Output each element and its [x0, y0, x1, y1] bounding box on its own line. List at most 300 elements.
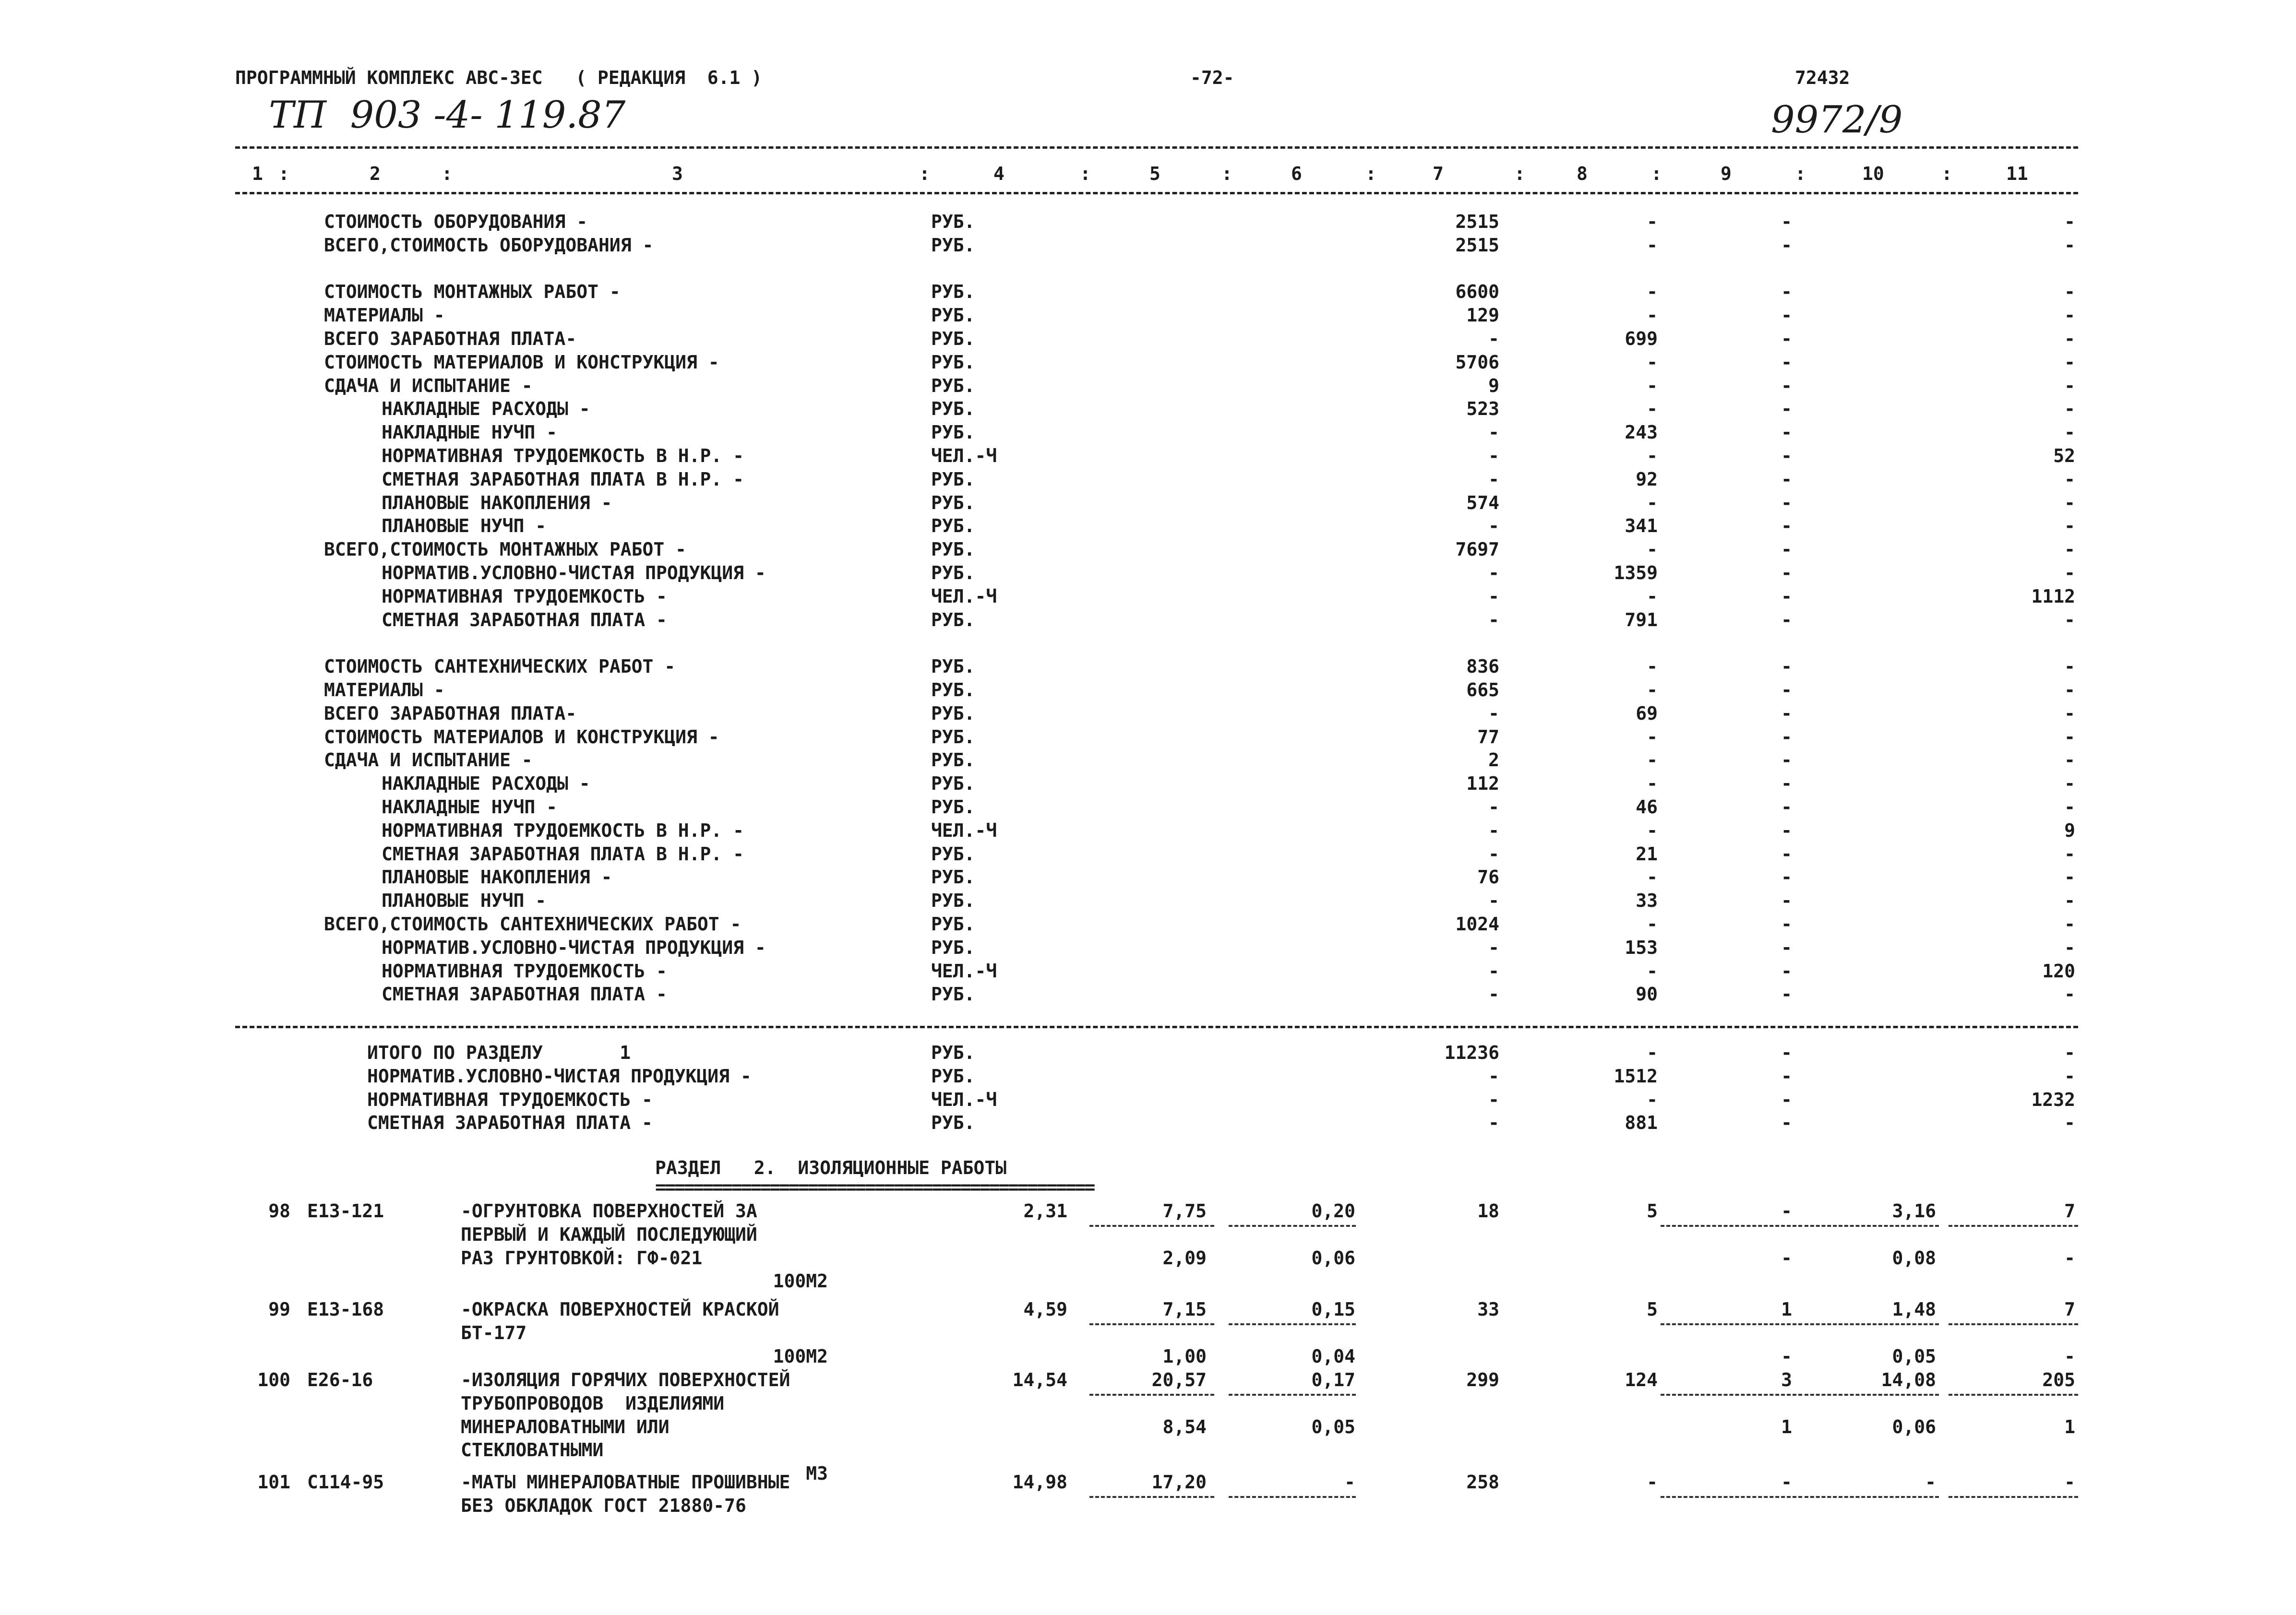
cell-c11: - — [2064, 328, 2075, 349]
row-label: СТОИМОСТЬ ОБОРУДОВАНИЯ - — [324, 211, 588, 232]
cell-c9: - — [1781, 305, 1792, 326]
col-header-5: 5 — [1149, 163, 1160, 184]
cell-c11: 1232 — [2031, 1089, 2075, 1110]
cell-c7: - — [1488, 937, 1499, 958]
cell-c8: - — [1647, 211, 1658, 232]
row-label: НОРМАТИВ.УСЛОВНО-ЧИСТАЯ ПРОДУКЦИЯ - — [382, 937, 766, 958]
cell-sub-c10: 0,08 — [1892, 1247, 1936, 1269]
cell-separator — [1089, 1394, 1214, 1396]
section-title: РАЗДЕЛ 2. ИЗОЛЯЦИОННЫЕ РАБОТЫ — [655, 1157, 1007, 1178]
cell-c8: - — [1647, 305, 1658, 326]
row-unit: РУБ. — [931, 679, 975, 701]
item-row — [0, 1471, 2296, 1586]
cell-c7: 1024 — [1455, 914, 1499, 935]
summary-row — [0, 748, 2296, 772]
cell-c8: 33 — [1636, 890, 1658, 912]
cell-c10: 3,16 — [1892, 1200, 1936, 1222]
cell-c11: - — [2064, 796, 2075, 818]
cell-c11: - — [2064, 937, 2075, 958]
row-unit: РУБ. — [931, 656, 975, 677]
cell-separator — [1661, 1496, 1802, 1498]
row-unit: РУБ. — [931, 1065, 975, 1087]
cell-c9: - — [1781, 539, 1792, 560]
cell-separator — [1229, 1323, 1356, 1325]
row-unit: РУБ. — [931, 515, 975, 537]
cell-c8: - — [1647, 656, 1658, 677]
row-label: СДАЧА И ИСПЫТАНИЕ - — [324, 375, 533, 396]
row-unit: РУБ. — [931, 749, 975, 771]
row-unit: РУБ. — [931, 351, 975, 373]
cell-c11: - — [2064, 305, 2075, 326]
summary-row — [0, 280, 2296, 304]
total-row — [0, 1088, 2296, 1112]
cell-c8: - — [1647, 819, 1658, 841]
cell-separator — [1229, 1394, 1356, 1396]
row-label: МАТЕРИАЛЫ - — [324, 305, 445, 326]
summary-row — [0, 468, 2296, 491]
row-unit: РУБ. — [931, 914, 975, 935]
cell-sub-c11: - — [2064, 1345, 2075, 1367]
cell-separator — [1089, 1225, 1214, 1227]
cell-c7: 76 — [1477, 867, 1499, 888]
cell-c8: 1359 — [1614, 562, 1658, 583]
cell-c9: - — [1781, 726, 1792, 748]
row-unit: ЧЕЛ.-Ч — [931, 585, 997, 607]
cell-c7: 129 — [1466, 305, 1499, 326]
cell-c11: 52 — [2053, 445, 2075, 466]
row-label: НОРМАТИВНАЯ ТРУДОЕМКОСТЬ В Н.Р. - — [382, 445, 744, 466]
row-label: СМЕТНАЯ ЗАРАБОТНАЯ ПЛАТА - — [382, 984, 667, 1005]
cell-c11: - — [2064, 726, 2075, 748]
item-description: -ИЗОЛЯЦИЯ ГОРЯЧИХ ПОВЕРХНОСТЕЙ — [461, 1369, 790, 1390]
col-sep: : — [919, 163, 930, 184]
row-label: МАТЕРИАЛЫ - — [324, 679, 445, 701]
cell-c7: - — [1488, 445, 1499, 466]
cell-c11: - — [2064, 281, 2075, 303]
cell-c8: - — [1647, 1042, 1658, 1063]
row-label: ПЛАНОВЫЕ НАКОПЛЕНИЯ - — [382, 867, 612, 888]
row-unit: РУБ. — [931, 773, 975, 795]
summary-row — [0, 725, 2296, 749]
row-label: НОРМАТИВ.УСЛОВНО-ЧИСТАЯ ПРОДУКЦИЯ - — [382, 562, 766, 583]
cell-c7: - — [1488, 609, 1499, 630]
row-unit: РУБ. — [931, 305, 975, 326]
cell-c7: 836 — [1466, 656, 1499, 677]
cell-c8: 90 — [1636, 984, 1658, 1005]
cell-c10: 14,08 — [1881, 1369, 1936, 1390]
cell-c11: - — [2064, 562, 2075, 583]
cell-c9: - — [1781, 749, 1792, 771]
cell-c7: 665 — [1466, 679, 1499, 701]
col-header-2: 2 — [370, 163, 381, 184]
row-unit: РУБ. — [931, 468, 975, 490]
row-unit: РУБ. — [931, 398, 975, 420]
summary-row — [0, 491, 2296, 515]
handwritten-sheet-number: 9972/9 — [1771, 98, 1903, 142]
row-label: СТОИМОСТЬ МОНТАЖНЫХ РАБОТ - — [324, 281, 621, 303]
cell-c11: - — [2064, 1472, 2075, 1493]
cell-c7: - — [1488, 1065, 1499, 1087]
cell-sub-c11: - — [2064, 1247, 2075, 1269]
cell-c8: - — [1647, 679, 1658, 701]
row-unit: РУБ. — [931, 702, 975, 724]
col-sep: : — [1080, 163, 1091, 184]
cell-c8: 1512 — [1614, 1065, 1658, 1087]
row-unit: ЧЕЛ.-Ч — [931, 445, 997, 466]
item-description: -ОГРУНТОВКА ПОВЕРХНОСТЕЙ ЗА — [461, 1200, 757, 1222]
cell-c7: 2515 — [1455, 211, 1499, 232]
summary-row — [0, 866, 2296, 889]
cell-c7: - — [1488, 819, 1499, 841]
cell-sub-c5: 1,00 — [1162, 1345, 1207, 1367]
cell-c9: - — [1781, 445, 1792, 466]
col-sep: : — [1365, 163, 1376, 184]
item-number: 98 — [268, 1200, 290, 1222]
row-label: НОРМАТИВ.УСЛОВНО-ЧИСТАЯ ПРОДУКЦИЯ - — [367, 1065, 752, 1087]
item-measure: М3 — [806, 1463, 828, 1484]
cell-c7: - — [1488, 960, 1499, 982]
cell-c7: 18 — [1477, 1200, 1499, 1222]
summary-row — [0, 351, 2296, 374]
cell-c6: - — [1344, 1472, 1355, 1493]
cell-c9: - — [1781, 398, 1792, 420]
summary-row — [0, 561, 2296, 585]
cell-c10: - — [1925, 1472, 1936, 1493]
summary-row — [0, 234, 2296, 257]
item-description: БТ-177 — [461, 1322, 527, 1343]
row-unit: ЧЕЛ.-Ч — [931, 1089, 997, 1110]
section-total-rule — [235, 1026, 2078, 1028]
cell-c11: - — [2064, 656, 2075, 677]
cell-c8: - — [1647, 539, 1658, 560]
col-sep: : — [278, 163, 289, 184]
cell-c7: - — [1488, 843, 1499, 865]
item-description: -МАТЫ МИНЕРАЛОВАТНЫЕ ПРОШИВНЫЕ — [461, 1472, 790, 1493]
cell-c8: - — [1647, 773, 1658, 795]
cell-c11: - — [2064, 984, 2075, 1005]
cell-c8: 699 — [1625, 328, 1658, 349]
cell-c11: - — [2064, 539, 2075, 560]
document-code: 72432 — [1795, 67, 1850, 88]
cell-separator — [1805, 1394, 1939, 1396]
col-sep: : — [1795, 163, 1806, 184]
cell-separator — [1949, 1225, 2078, 1227]
cell-c11: 9 — [2064, 819, 2075, 841]
col-header-4: 4 — [993, 163, 1004, 184]
summary-row — [0, 210, 2296, 234]
summary-row — [0, 983, 2296, 1006]
item-code: Е13-168 — [307, 1299, 384, 1320]
cell-c7: 11236 — [1444, 1042, 1499, 1063]
cell-c7: 2515 — [1455, 234, 1499, 256]
summary-row — [0, 819, 2296, 843]
cell-c11: - — [2064, 773, 2075, 795]
summary-row — [0, 444, 2296, 468]
row-label: СТОИМОСТЬ МАТЕРИАЛОВ И КОНСТРУКЦИЯ - — [324, 726, 719, 748]
row-unit: РУБ. — [931, 375, 975, 396]
row-label: НОРМАТИВНАЯ ТРУДОЕМКОСТЬ - — [367, 1089, 653, 1110]
row-label: ПЛАНОВЫЕ НАКОПЛЕНИЯ - — [382, 492, 612, 513]
cell-c5: 7,75 — [1162, 1200, 1207, 1222]
cell-c11: 120 — [2042, 960, 2075, 982]
cell-c8: 5 — [1647, 1299, 1658, 1320]
cell-c7: - — [1488, 515, 1499, 537]
row-unit: РУБ. — [931, 609, 975, 630]
item-row — [0, 1199, 2296, 1315]
total-row — [0, 1111, 2296, 1135]
cell-c11: - — [2064, 749, 2075, 771]
summary-row — [0, 772, 2296, 796]
row-unit: РУБ. — [931, 1112, 975, 1134]
cell-sub-c11: 1 — [2064, 1416, 2075, 1437]
row-label: ПЛАНОВЫЕ НУЧП - — [382, 890, 547, 912]
row-unit: РУБ. — [931, 843, 975, 865]
row-label: СМЕТНАЯ ЗАРАБОТНАЯ ПЛАТА В Н.Р. - — [382, 468, 744, 490]
row-unit: РУБ. — [931, 211, 975, 232]
cell-c7: - — [1488, 328, 1499, 349]
col-header-3: 3 — [672, 163, 683, 184]
cell-c9: - — [1781, 819, 1792, 841]
cell-c7: - — [1488, 984, 1499, 1005]
summary-row — [0, 514, 2296, 538]
cell-c7: - — [1488, 422, 1499, 443]
row-unit: РУБ. — [931, 281, 975, 303]
item-description: -ОКРАСКА ПОВЕРХНОСТЕЙ КРАСКОЙ — [461, 1299, 779, 1320]
row-label: НОРМАТИВНАЯ ТРУДОЕМКОСТЬ - — [382, 960, 667, 982]
total-row — [0, 1041, 2296, 1065]
item-description: СТЕКЛОВАТНЫМИ — [461, 1439, 604, 1461]
item-code: Е13-121 — [307, 1200, 384, 1222]
item-number: 101 — [257, 1472, 290, 1493]
cell-c10: 1,48 — [1892, 1299, 1936, 1320]
cell-c11: 7 — [2064, 1200, 2075, 1222]
row-label: НОРМАТИВНАЯ ТРУДОЕМКОСТЬ В Н.Р. - — [382, 819, 744, 841]
item-number: 100 — [257, 1369, 290, 1390]
item-description: РАЗ ГРУНТОВКОЙ: ГФ-021 — [461, 1247, 703, 1269]
summary-row — [0, 889, 2296, 913]
col-header-8: 8 — [1577, 163, 1588, 184]
summary-row — [0, 327, 2296, 351]
cell-sub-c10: 0,05 — [1892, 1345, 1936, 1367]
cell-c9: - — [1781, 234, 1792, 256]
cell-separator — [1805, 1225, 1939, 1227]
item-measure: 100М2 — [773, 1345, 828, 1367]
summary-row — [0, 960, 2296, 983]
cell-c9: - — [1781, 1472, 1792, 1493]
summary-row — [0, 913, 2296, 936]
cell-c11: - — [2064, 1065, 2075, 1087]
cell-c7: - — [1488, 890, 1499, 912]
cell-c5: 17,20 — [1151, 1472, 1207, 1493]
cell-c8: 791 — [1625, 609, 1658, 630]
cell-c7: 112 — [1466, 773, 1499, 795]
cell-c9: 1 — [1781, 1299, 1792, 1320]
cell-c7: - — [1488, 1112, 1499, 1134]
cell-sub-c5: 2,09 — [1162, 1247, 1207, 1269]
cell-c11: - — [2064, 702, 2075, 724]
summary-row — [0, 257, 2296, 281]
cell-c9: - — [1781, 468, 1792, 490]
row-label: СМЕТНАЯ ЗАРАБОТНАЯ ПЛАТА - — [382, 609, 667, 630]
cell-c9: - — [1781, 562, 1792, 583]
summary-row — [0, 631, 2296, 655]
cell-c7: - — [1488, 468, 1499, 490]
summary-row — [0, 796, 2296, 819]
cell-c8: - — [1647, 1089, 1658, 1110]
item-number: 99 — [268, 1299, 290, 1320]
cell-c9: - — [1781, 281, 1792, 303]
cell-c8: - — [1647, 281, 1658, 303]
row-unit: РУБ. — [931, 937, 975, 958]
cell-separator — [1949, 1496, 2078, 1498]
total-row — [0, 1065, 2296, 1088]
cell-c11: - — [2064, 609, 2075, 630]
cell-c8: - — [1647, 867, 1658, 888]
cell-c9: - — [1781, 328, 1792, 349]
cell-c8: 21 — [1636, 843, 1658, 865]
col-sep: : — [1514, 163, 1525, 184]
cell-c9: - — [1781, 492, 1792, 513]
page-number: -72- — [1190, 67, 1234, 88]
cell-sub-c9: 1 — [1781, 1416, 1792, 1437]
row-label: НАКЛАДНЫЕ НУЧП - — [382, 422, 558, 443]
cell-c11: - — [2064, 422, 2075, 443]
cell-c7: 574 — [1466, 492, 1499, 513]
item-row — [0, 1368, 2296, 1484]
header-bottom-rule — [235, 192, 2078, 194]
cell-c6: 0,15 — [1311, 1299, 1355, 1320]
cell-c8: 5 — [1647, 1200, 1658, 1222]
col-header-9: 9 — [1721, 163, 1732, 184]
col-sep: : — [442, 163, 453, 184]
cell-c11: - — [2064, 914, 2075, 935]
item-description: ТРУБОПРОВОДОВ ИЗДЕЛИЯМИ — [461, 1392, 725, 1414]
cell-c9: - — [1781, 422, 1792, 443]
item-code: Е26-16 — [307, 1369, 373, 1390]
cell-sub-c10: 0,06 — [1892, 1416, 1936, 1437]
cell-sub-c9: - — [1781, 1345, 1792, 1367]
cell-sub-c5: 8,54 — [1162, 1416, 1207, 1437]
cell-c11: - — [2064, 843, 2075, 865]
cell-c11: - — [2064, 211, 2075, 232]
cell-c8: 92 — [1636, 468, 1658, 490]
cell-c8: - — [1647, 749, 1658, 771]
row-unit: РУБ. — [931, 890, 975, 912]
cell-c9: - — [1781, 1065, 1792, 1087]
cell-c9: - — [1781, 1042, 1792, 1063]
cell-c11: - — [2064, 375, 2075, 396]
cell-c11: - — [2064, 679, 2075, 701]
cell-c7: 523 — [1466, 398, 1499, 420]
cell-c9: - — [1781, 984, 1792, 1005]
summary-row — [0, 655, 2296, 678]
cell-sub-c6: 0,05 — [1311, 1416, 1355, 1437]
cell-c8: - — [1647, 492, 1658, 513]
cell-c6: 0,20 — [1311, 1200, 1355, 1222]
program-title: ПРОГРАММНЫЙ КОМПЛЕКС АВС-ЗЕС ( РЕДАКЦИЯ 6.1 ) — [235, 67, 763, 88]
summary-row — [0, 608, 2296, 632]
row-label: ВСЕГО,СТОИМОСТЬ ОБОРУДОВАНИЯ - — [324, 234, 654, 256]
row-unit: РУБ. — [931, 1042, 975, 1063]
cell-c7: 258 — [1466, 1472, 1499, 1493]
item-measure: 100М2 — [773, 1271, 828, 1292]
cell-separator — [1089, 1496, 1214, 1498]
cell-c8: - — [1647, 375, 1658, 396]
col-header-11: 11 — [2006, 163, 2028, 184]
item-description: МИНЕРАЛОВАТНЫМИ ИЛИ — [461, 1416, 670, 1437]
cell-c8: - — [1647, 234, 1658, 256]
cell-c5: 7,15 — [1162, 1299, 1207, 1320]
cell-separator — [1661, 1225, 1802, 1227]
row-unit: ЧЕЛ.-Ч — [931, 819, 997, 841]
cell-c9: - — [1781, 702, 1792, 724]
cell-c7: 299 — [1466, 1369, 1499, 1390]
cell-c4: 14,98 — [1012, 1472, 1067, 1493]
cell-sub-c9: - — [1781, 1247, 1792, 1269]
row-label: ВСЕГО,СТОИМОСТЬ МОНТАЖНЫХ РАБОТ - — [324, 539, 686, 560]
summary-row — [0, 843, 2296, 866]
cell-c8: 69 — [1636, 702, 1658, 724]
cell-c11: 1112 — [2031, 585, 2075, 607]
cell-c9: - — [1781, 609, 1792, 630]
cell-c4: 2,31 — [1023, 1200, 1067, 1222]
cell-separator — [1661, 1323, 1802, 1325]
cell-c9: - — [1781, 773, 1792, 795]
cell-c9: - — [1781, 375, 1792, 396]
cell-c7: 77 — [1477, 726, 1499, 748]
row-unit: РУБ. — [931, 562, 975, 583]
cell-c4: 4,59 — [1023, 1299, 1067, 1320]
header-top-rule — [235, 146, 2078, 149]
cell-c8: - — [1647, 351, 1658, 373]
cell-separator — [1229, 1225, 1356, 1227]
cell-c11: - — [2064, 1112, 2075, 1134]
cell-c7: - — [1488, 562, 1499, 583]
col-sep: : — [1651, 163, 1662, 184]
col-header-7: 7 — [1433, 163, 1444, 184]
summary-row — [0, 702, 2296, 725]
cell-c9: - — [1781, 656, 1792, 677]
row-unit: РУБ. — [931, 867, 975, 888]
cell-c11: - — [2064, 890, 2075, 912]
row-label: ВСЕГО,СТОИМОСТЬ САНТЕХНИЧЕСКИХ РАБОТ - — [324, 914, 741, 935]
col-header-10: 10 — [1862, 163, 1884, 184]
row-label: СДАЧА И ИСПЫТАНИЕ - — [324, 749, 533, 771]
cell-c9: - — [1781, 351, 1792, 373]
cell-c11: - — [2064, 351, 2075, 373]
cell-c11: - — [2064, 1042, 2075, 1063]
summary-row — [0, 304, 2296, 327]
row-label: ИТОГО ПО РАЗДЕЛУ 1 — [367, 1042, 631, 1063]
item-description: ПЕРВЫЙ И КАЖДЫЙ ПОСЛЕДУЮЩИЙ — [461, 1223, 757, 1245]
row-label: НАКЛАДНЫЕ НУЧП - — [382, 796, 558, 818]
cell-c8: - — [1647, 960, 1658, 982]
col-header-6: 6 — [1291, 163, 1302, 184]
item-description: БЕЗ ОБКЛАДОК ГОСТ 21880-76 — [461, 1495, 746, 1516]
cell-separator — [1089, 1323, 1214, 1325]
row-unit: РУБ. — [931, 796, 975, 818]
cell-c11: - — [2064, 234, 2075, 256]
row-label: НАКЛАДНЫЕ РАСХОДЫ - — [382, 773, 590, 795]
row-unit: РУБ. — [931, 328, 975, 349]
cell-separator — [1805, 1496, 1939, 1498]
cell-c9: - — [1781, 960, 1792, 982]
cell-c6: 0,17 — [1311, 1369, 1355, 1390]
row-label: СТОИМОСТЬ МАТЕРИАЛОВ И КОНСТРУКЦИЯ - — [324, 351, 719, 373]
cell-c9: - — [1781, 1089, 1792, 1110]
row-label: НОРМАТИВНАЯ ТРУДОЕМКОСТЬ - — [382, 585, 667, 607]
cell-separator — [1229, 1496, 1356, 1498]
